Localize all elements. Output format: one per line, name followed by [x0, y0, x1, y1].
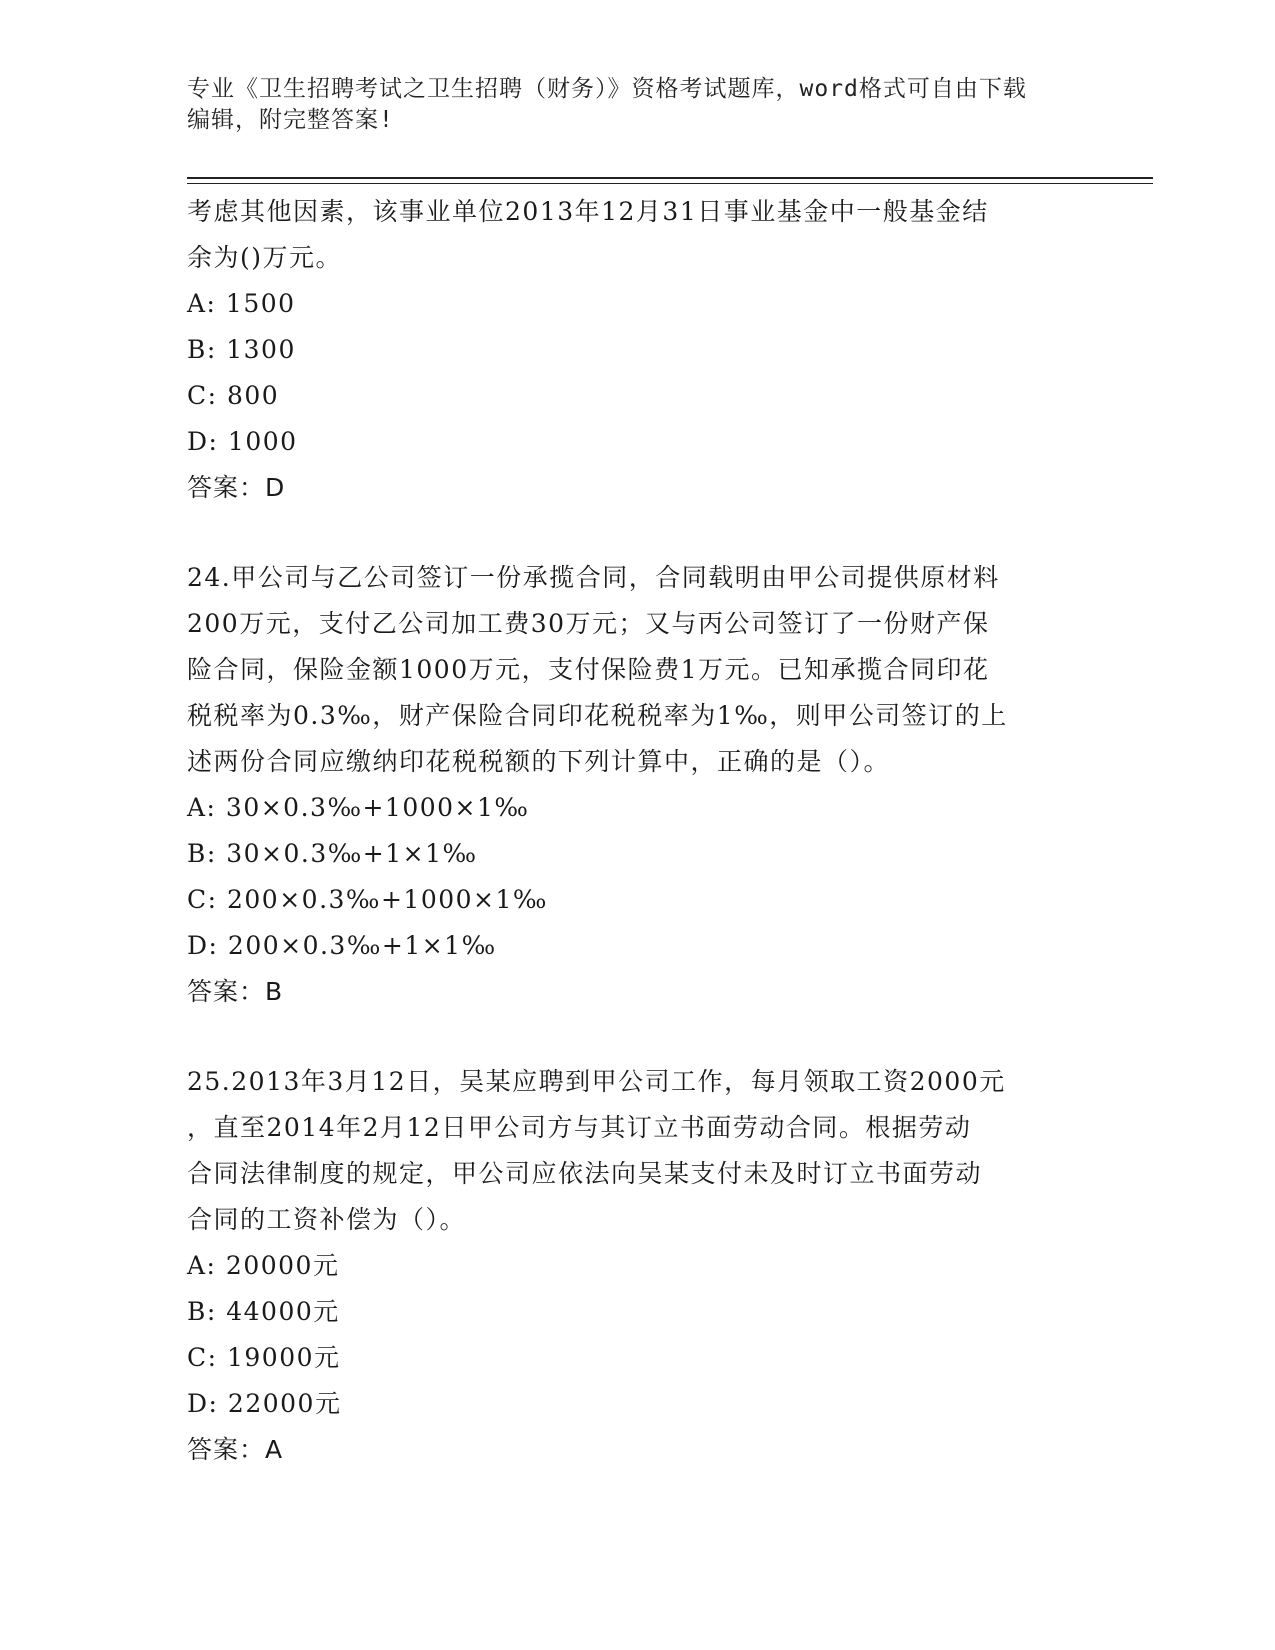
question-24: [187, 555, 1087, 1015]
question-text-line: 考虑其他因素，该事业单位2013年12月31日事业基金中一般基金结: [187, 197, 989, 226]
question-text-line: 25.2013年3月12日，吴某应聘到甲公司工作，每月领取工资2000元: [187, 1067, 1006, 1096]
question-list: [187, 189, 1087, 1473]
option-c: C: 800: [187, 381, 280, 410]
question-text-line: 述两份合同应缴纳印花税税额的下列计算中，正确的是（）。: [187, 747, 891, 776]
option-c: C: 200×0.3‰+1000×1‰: [187, 885, 548, 914]
header-line-1: 专业《卫生招聘考试之卫生招聘（财务）》资格考试题库，word格式可自由下载: [187, 76, 1027, 102]
header-line-2: 编辑，附完整答案!: [187, 107, 394, 133]
option-d: D: 200×0.3‰+1×1‰: [187, 931, 497, 960]
option-c: C: 19000元: [187, 1343, 341, 1372]
question-23: [187, 189, 1087, 511]
option-a: A: 30×0.3‰+1000×1‰: [187, 793, 530, 822]
header-divider-thin: [187, 183, 1153, 184]
answer-line: 答案：A: [187, 1435, 284, 1464]
option-b: B: 30×0.3‰+1×1‰: [187, 839, 478, 868]
question-25: [187, 1059, 1087, 1473]
question-text-line: 险合同，保险金额1000万元，支付保险费1万元。已知承揽合同印花: [187, 655, 990, 684]
option-b: B: 1300: [187, 335, 296, 364]
question-text-line: 200万元，支付乙公司加工费30万元；又与丙公司签订了一份财产保: [187, 609, 990, 638]
question-text-line: 税税率为0.3‰，财产保险合同印花税税率为1‰，则甲公司签订的上: [187, 701, 1008, 730]
answer-line: 答案：D: [187, 473, 286, 502]
document-header: [187, 74, 1087, 136]
option-a: A: 20000元: [187, 1251, 340, 1280]
question-text-line: 合同法律制度的规定，甲公司应依法向吴某支付未及时订立书面劳动: [187, 1159, 983, 1188]
answer-line: 答案：B: [187, 977, 284, 1006]
question-text-line: 合同的工资补偿为（）。: [187, 1205, 467, 1234]
question-text-line: 24.甲公司与乙公司签订一份承揽合同，合同载明由甲公司提供原材料: [187, 563, 1000, 592]
question-text-line: 余为()万元。: [187, 243, 343, 272]
option-a: A: 1500: [187, 289, 296, 318]
option-d: D: 22000元: [187, 1389, 342, 1418]
option-b: B: 44000元: [187, 1297, 340, 1326]
option-d: D: 1000: [187, 427, 298, 456]
question-text-line: ，直至2014年2月12日甲公司方与其订立书面劳动合同。根据劳动: [187, 1113, 972, 1142]
header-divider-thick: [187, 177, 1153, 179]
question-spacer: [187, 1015, 1087, 1059]
question-spacer: [187, 511, 1087, 555]
